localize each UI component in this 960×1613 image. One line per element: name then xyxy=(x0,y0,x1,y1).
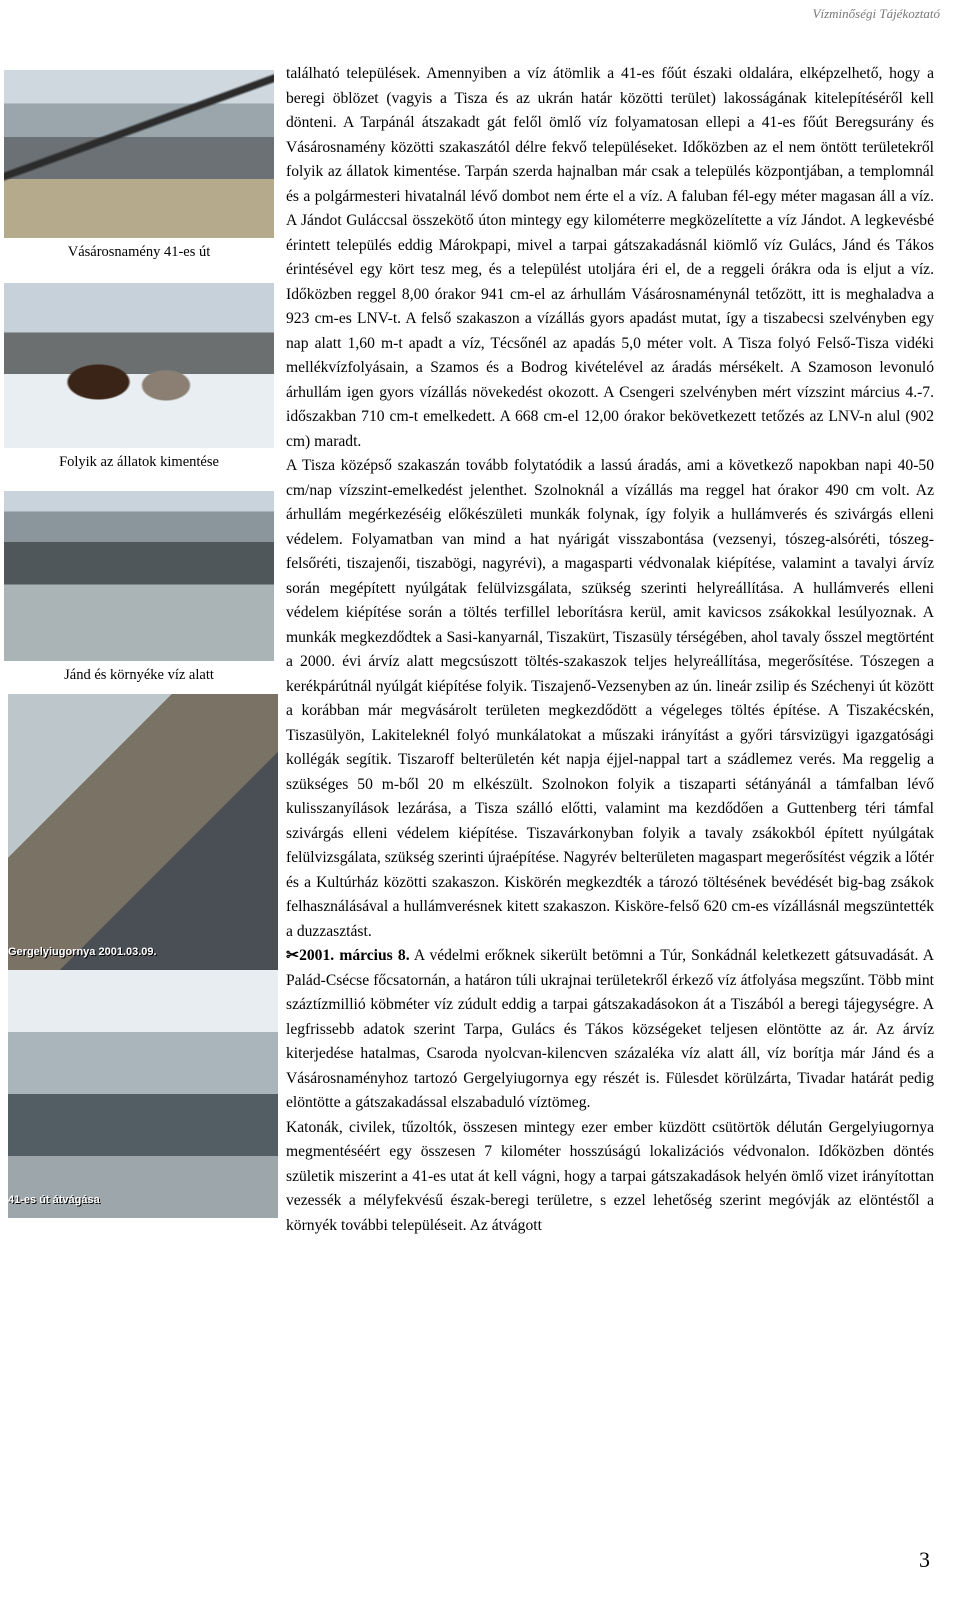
figure-caption: Jánd és környéke víz alatt xyxy=(64,667,214,683)
figure-vasarosnameny xyxy=(4,70,274,263)
section-date: 2001. március 8. xyxy=(299,947,410,964)
figure-jand xyxy=(4,491,274,686)
running-header: Vízminőségi Tájékoztató xyxy=(812,6,940,21)
section-text: A védelmi erőknek sikerült betömni a Túr, Sonkádnál keletkezett gátsuvadását. A Palád-Csécse főcsatornán, a határon túli ukrajnai területekről érkező víz átfolyása megszűnt. Több mint száztízmillió köbméter víz zúdult eddig a tarpai gátszakadásokon át a Tiszából a beregi tájegységre. A legfrissebb adatok szerint Tarpa, Gulács és Tákos községeket teljesen elöntötte az ár. Az árvíz kiterjedése hatalmas, Csaroda nyolcvan-kilencven százaléka víz alatt áll, víz borítja már Jánd és a Vásárosnaményhoz tartozó Gergelyiugornya egy részét is. Fülesdet körülzárta, Tivadar határát pedig elöntötte a gátszakadással elszabaduló víztömeg. xyxy=(286,947,934,1111)
figure-caption: Folyik az állatok kimentése xyxy=(59,454,219,470)
figure-animal-rescue xyxy=(4,283,274,473)
photo-watermark: Gergelyiugornya 2001.03.09. xyxy=(8,945,157,958)
scissors-icon: ✂ xyxy=(286,947,300,964)
photo-road-cut xyxy=(8,970,278,1218)
figure-caption: Vásárosnamény 41-es út xyxy=(67,244,211,260)
photo-watermark: 41-es út átvágása xyxy=(8,1193,100,1206)
figure-gergelyiugornya xyxy=(4,694,274,970)
photo-horse-cart xyxy=(4,283,274,448)
paragraph-2: A Tisza középső szakaszán tovább folytatódik a lassú áradás, ami a következő napokban napi 40-50 cm/nap vízszint-emelkedést jelenthet. Szolnoknál a vízállás ma reggel hat órakor 490 cm volt. Az árhullám megérkezéséig előkészületi munkák folynak, így folyik a hullámverés és szivárgás elleni védelem. Folyamatban van mind a hat nyárigát visszabontása (vezsenyi, tószeg-alsóréti, tószeg-felsőréti, tiszajenői, tiszabögi, nagyrévi), a magasparti védvonalak kiépítése, valamint a tavalyi árvíz során megépített nyúlgátak felülvizsgálata, szükség szerinti helyreállítása. A hullámverés elleni védelem kiépítése során a töltés terfillel leborításra kerül, amit kavicsos zsákokkal lesúlyoznak. A munkák megkezdődtek a Sasi-kanyarnál, Tiszakürt, Tiszasüly térségében, ahol tavaly ősszel megtörtént a 2000. évi árvíz alatt megcsúszott töltés-szakaszok teljes helyreállítása, megerősítése. Tószegen a kerékpárútnál nyúlgát kiépítése folyik. Tiszajenő-Vezsenyben az ún. lineár zsilip és Széchenyi út között a korábban már megvásárolt területen megkezdődött a végeleges töltés építése. A Tiszakécskén, Tiszasülyön, Lakiteleknél folyó munkálatokat a műszaki irányítást a győri társvizügyi igazgatósági kollégák segítik. Tiszaroff belterületén két napja éjjel-nappal tart a szádlemez verés. Ma reggelig a szükséges 50 m-ből 20 m elkészült. Szolnokon folyik a tiszaparti sétányánál a támfalban lévő kulisszanyílások lezárása, a Tisza szálló előtti, valamint ma kezdődően a Guttenberg téri támfal szivárgás elleni védelem kiépítése. Tiszavárkonyban folyik a tavaly zsákokból épített nyúlgátak felülvizsgálata, szükség szerinti újraépítése. Nagyrév belterületen magaspart megerősítést végzik a lőtér és a Kultúrház közötti szakaszon. Kiskörén megkezdték a tározó töltésének bevédését big-bag zsákok felhasználásával a hullámverésnek kitett szakaszon. Kisköre-felső 620 cm-es vízállásnál megszüntették a duzzasztást. xyxy=(286,457,934,940)
photo-flooded-road xyxy=(4,70,274,238)
article-body xyxy=(4,62,934,1238)
paragraph-4: Katonák, civilek, tűzoltók, összesen mintegy ezer ember küzdött csütörtök délután Gergelyiugornya megmentéséért egy összesen 7 kilométer hosszúságú lokalizációs védvonalon. Időközben döntés születik miszerint a 41-es utat át kell vágni, hogy a tarpai gátszakadások helyén ömlő vizet irányítottan vezessék a mélyfekvésű észak-beregi területre, s ezzel lehetőség szerint megóvják az elöntéstől a környék további településeit. Az átvágott xyxy=(286,1118,934,1234)
photo-gergelyiugornya xyxy=(8,694,278,970)
figure-road-cut xyxy=(4,970,274,1218)
page-number: 3 xyxy=(919,1547,930,1572)
photo-jand-flood xyxy=(4,491,274,661)
paragraph-1: található települések. Amennyiben a víz átömlik a 41-es főút északi oldalára, elképzelhető, hogy a beregi öblözet (vagyis a Tisza és az ukrán határ közötti terület) lakosságának kitelepítéséről kell dönteni. A Tarpánál átszakadt gát felől ömlő víz folyamatosan ellepi a 41-es főút Beregsurány és Vásárosnamény közötti szakaszától délre fekvő településeket. Időközben az el nem öntött területekről folyik az állatok kimentése. Tarpán szerda hajnalban már csak a település központjában, a templomnál és a polgármesteri hivatalnál lévő dombot nem érte el a víz. A faluban fél-egy méter magasan áll a víz. A Jándot Guláccsal összekötő úton mintegy egy kilométerre megközelítette a víz Jándot. A legkevésbé érintett település eddig Márokpapi, mivel a tarpai gátszakadásnál kiömlő víz Gulács, Jánd és Tákos érintésével egy kört tesz meg, és a települést utoljára éri el, de a reggeli órákra oda is eljut a víz. Időközben reggel 8,00 órakor 941 cm-el az árhullám Vásárosnaménynál tetőzött, itt is meghaladva a 923 cm-es LNV-t. A felső szakaszon a vízállás gyors apadást mutat, így a tiszabecsi szelvényben egy nap alatt 1,60 m-t apadt a víz, Técsőnél az apadás 5,0 méter volt. A Tisza folyó Felső-Tisza vidéki mellékvízfolyásain, a Szamos és a Bodrog kivételével az áradás mérsékelt. A Szamoson levonuló árhullám igen gyors vízállás növekedést okozott. A Csengeri szelvényben mért vízszint március 4.-7. időszakban 710 cm-t emelkedett. A 668 cm-el 12,00 órakor bekövetkezett tetőzés az LNV-n alul (902 cm) maradt. xyxy=(286,65,934,450)
